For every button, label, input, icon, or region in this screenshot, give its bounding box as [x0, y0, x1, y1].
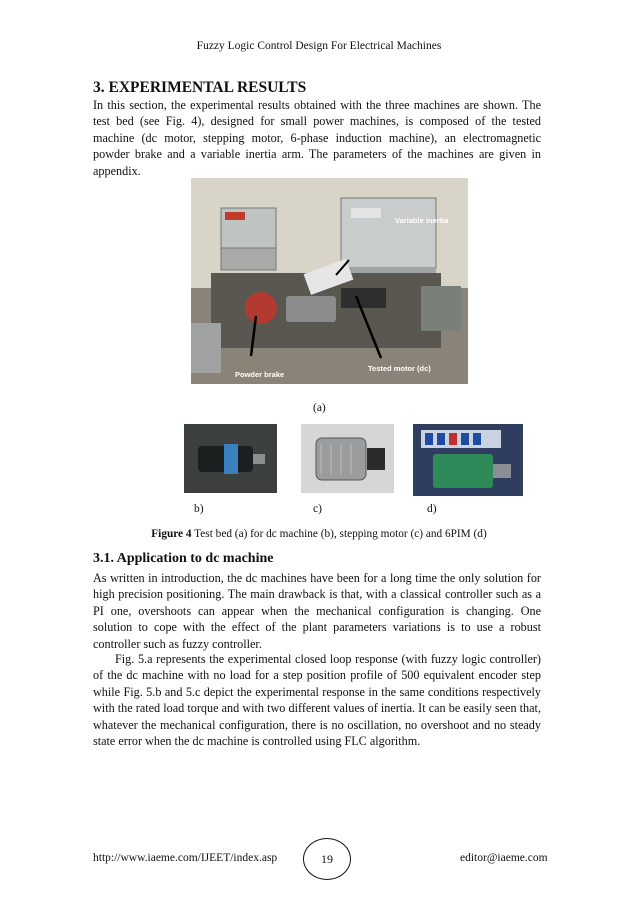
test-bed-photo	[191, 178, 468, 384]
variable-inertia-label: Variable inertia	[395, 216, 449, 225]
running-header: Fuzzy Logic Control Design For Electrical Machines	[196, 40, 442, 52]
sublabel-b: b)	[194, 503, 204, 515]
paragraph-3: Fig. 5.a represents the experimental closed loop response (with fuzzy logic controller) of the dc machine with no load for a step position profile of 500 equivalent encoder step while Fig. 5.b and 5.c depict the experimental response in the same conditions respectively with the rated load torque and with two different values of inertia. It can be easily seen that, whatever the mechanical configuration, there is no oscillation, no overshoot and no steady state error when the dc machine is controlled using FLC algorithm.	[93, 652, 541, 749]
powder-brake-label: Powder brake	[235, 370, 285, 379]
paragraph-2: As written in introduction, the dc machines have been for a long time the only solution for high precision positioning. The main drawback is that, with a classical controller such as a PI one, overshoots can appear when the mechanical configuration is changing. One solution to cope with the effect of the plant parameters variations is to use a robust controller such as fuzzy controller.	[93, 571, 541, 651]
intro-paragraph: In this section, the experimental results obtained with the three machines are shown. The test bed (see Fig. 4), designed for small power machines, is composed of the tested machine (dc motor, stepping motor, 6-phase induction machine), an electromagnetic powder brake and a variable inertia arm. The parameters of the machines are given in appendix.	[93, 98, 541, 178]
footer-email[interactable]: editor@iaeme.com	[460, 852, 548, 864]
test-bed-photo-illustration	[191, 178, 468, 384]
subsection-title: 3.1. Application to dc machine	[93, 551, 274, 566]
dc-machine-photo	[184, 424, 277, 493]
section-title: 3. EXPERIMENTAL RESULTS	[93, 79, 307, 96]
footer-url[interactable]: http://www.iaeme.com/IJEET/index.asp	[93, 852, 278, 864]
page-number	[303, 838, 351, 880]
6pim-photo	[413, 424, 523, 496]
sublabel-a: (a)	[313, 402, 326, 414]
figure-caption	[0, 528, 638, 540]
page-number-text: 19	[321, 851, 333, 866]
figure-caption-text: Test bed (a) for dc machine (b), stepping motor (c) and 6PIM (d)	[191, 528, 487, 540]
tested-motor-label: Tested motor (dc)	[368, 364, 431, 373]
stepping-motor-photo	[301, 424, 394, 493]
sublabel-d: d)	[427, 503, 437, 515]
figure-caption-label: Figure 4	[151, 528, 192, 540]
paragraph-3-container	[93, 651, 541, 749]
sublabel-c: c)	[313, 503, 322, 515]
